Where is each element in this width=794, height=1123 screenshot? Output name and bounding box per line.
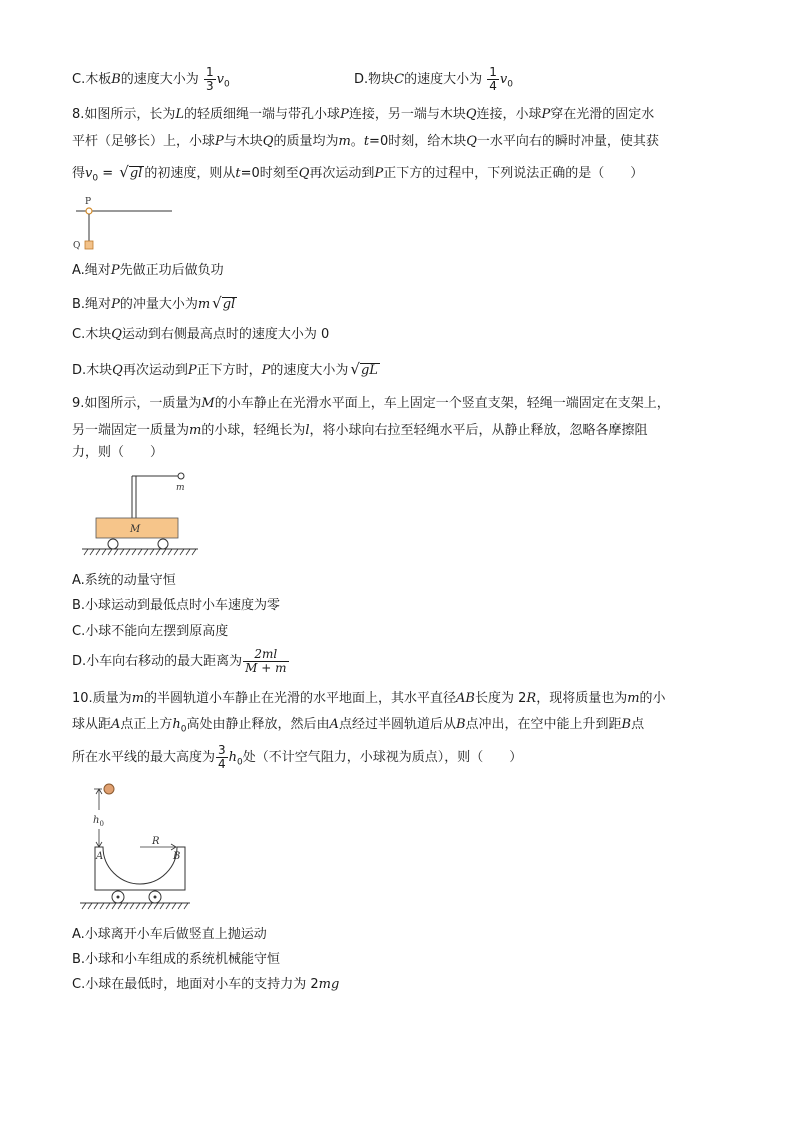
q8-figure [68,195,178,253]
q9-figure [78,468,203,563]
label-a: A [96,851,104,862]
block-q [85,241,93,249]
q8-stem-line-3: 得$v_0 = √gl$ 的初速度，则从t=0时刻至Q再次运动到P正下方的过程中，下列说法正确的是（ ） [72,163,644,184]
q9-stem-line-1: 9.如图所示，一质量为M的小车静止在光滑水平面上，车上固定一个竖直支架，轻绳一端固定在支架上， [72,396,670,411]
q8-stem-line-1: 8.如图所示，长为L的轻质细绳一端与带孔小球P连接，另一端与木块Q连接，小球P穿在光滑的固定水 [72,107,655,122]
q8-option-b: B.绳对P的冲量大小为m √gl [72,294,236,312]
label-q: Q [73,241,81,251]
ground-hatch [82,903,188,909]
q7-option-c: C.木板B的速度大小为 $\frac{1}{3}$ $v_0$ [72,65,230,93]
label-p: P [85,197,92,207]
label-b: B [173,851,181,862]
fraction: $\frac{1}{3}$ [205,65,214,93]
label-r: R [152,836,160,847]
q8-option-a: A.绳对P先做正功后做负功 [72,263,224,278]
label-h0: $h_0$ [93,815,104,828]
q10-stem-line-3: 所在水平线的最大高度为 $\frac{3}{4}$ $h_0$处（不计空气阻力，小球视为质点），则（ ） [72,743,523,771]
q10-option-a: A.小球离开小车后做竖直上抛运动 [72,927,267,942]
fraction: $\frac{2ml}{M + m}$ [245,647,287,675]
q9-stem-line-3: 力，则（ ） [72,445,164,460]
fraction: $\frac{3}{4}$ [218,743,226,771]
ball [104,784,114,794]
q8-option-d: D.木块Q再次运动到P正下方时，P的速度大小为 √gL [72,360,378,378]
cart-track [95,847,185,890]
ball-m [178,473,184,479]
label-m: m [176,483,185,493]
wheel-left-hub [117,896,120,899]
q8-option-c: C.木块Q运动到右侧最高点时的速度大小为 0 [72,327,330,342]
wheel-right [158,539,168,549]
fraction: $\frac{1}{4}$ [489,65,497,93]
q9-option-a: A.系统的动量守恒 [72,573,176,588]
q9-stem-line-2: 另一端固定一质量为m的小球，轻绳长为l，将小球向右拉至轻绳水平后，从静止释放，忽略各摩擦阻 [72,423,648,438]
q10-figure [78,780,198,915]
q8-stem-line-2: 平杆（足够长）上，小球P与木块Q的质量均为m。t=0时刻，给木块Q一水平向右的瞬时冲量，使其获 [72,134,659,149]
q10-stem-line-2: 球从距A点正上方$h_0$高处由静止释放，然后由A点经过半圆轨道后从B点冲出，在空中能上升到距B点 [72,717,645,735]
q7-option-d: D.物块C的速度大小为 $\frac{1}{4}$ $v_0$ [354,65,513,93]
q9-option-c: C.小球不能向左摆到原高度 [72,624,229,639]
label-big-m: M [130,524,141,535]
q10-option-b: B.小球和小车组成的系统机械能守恒 [72,952,281,967]
q9-option-b: B.小球运动到最低点时小车速度为零 [72,598,281,613]
q9-option-d: D.小车向右移动的最大距离为 $\frac{2ml}{M + m}$ [72,647,287,675]
ground-hatch [84,549,196,555]
q10-stem-line-1: 10.质量为m的半圆轨道小车静止在光滑的水平地面上，其水平直径AB长度为 2R，现将质量也为m的小 [72,691,666,706]
ball-p [86,208,92,214]
wheel-right-hub [154,896,157,899]
wheel-left [108,539,118,549]
q10-option-c: C.小球在最低时，地面对小车的支持力为 2mg [72,977,340,992]
